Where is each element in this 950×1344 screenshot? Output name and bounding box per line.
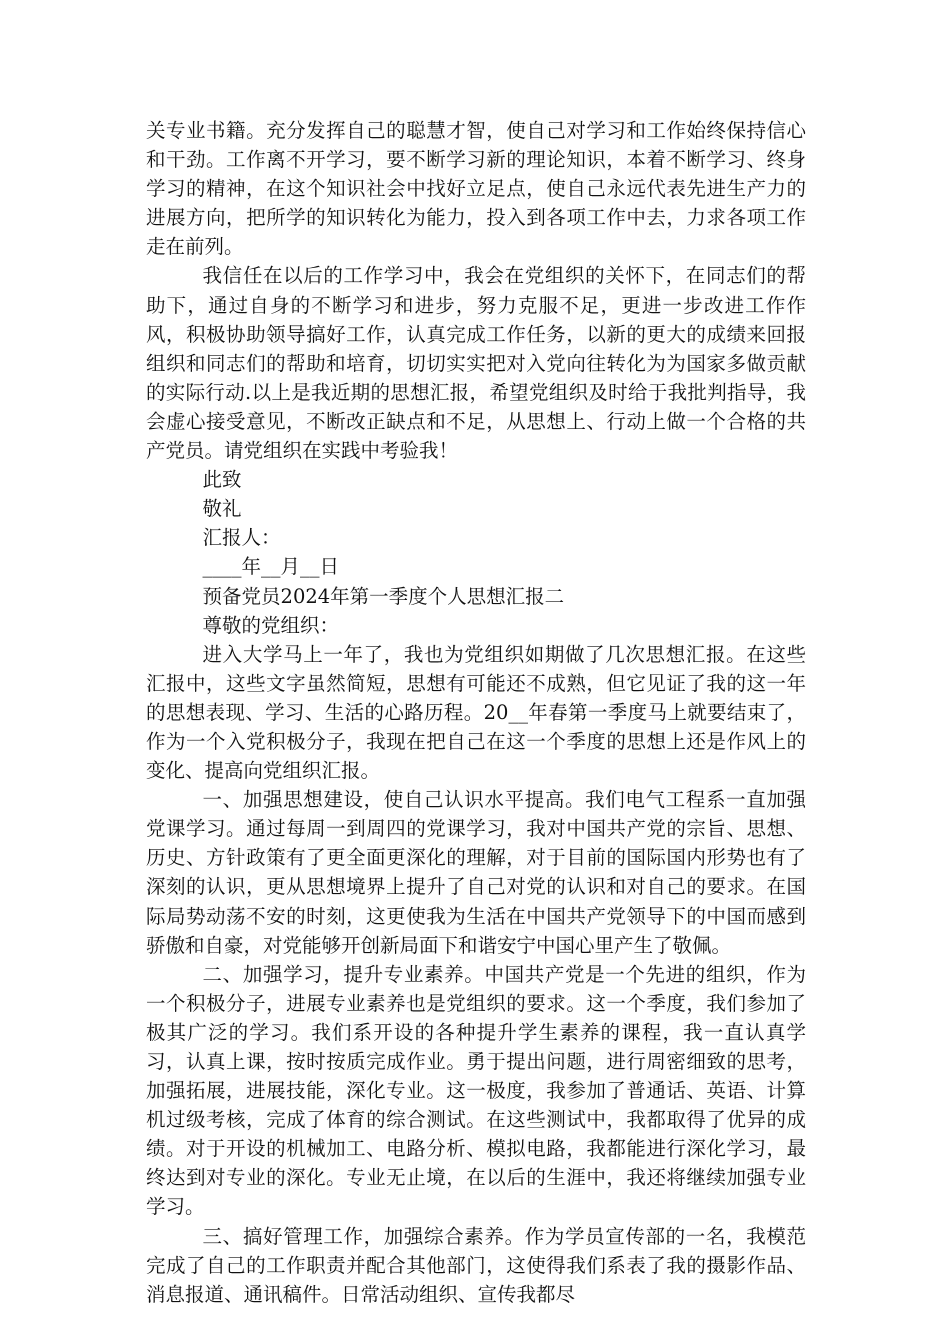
paragraph-point-three: 三、搞好管理工作，加强综合素养。作为学员宣传部的一名，我模范完成了自己的工作职责并配合其他部门，这使得我们系表了我的摄影作品、消息报道、通讯稿件。日常活动组织、宣传我都尽 [146, 1224, 806, 1306]
document-body [146, 116, 806, 1309]
salutation-cizhi: 此致 [202, 468, 242, 492]
section-title: 预备党员2024年第一季度个人思想汇报二 [202, 584, 565, 608]
salutation-jingli: 敬礼 [202, 497, 242, 521]
paragraph-closing-statement: 我信任在以后的工作学习中，我会在党组织的关怀下，在同志们的帮助下，通过自身的不断学习和进步，努力克服不足，更进一步改进工作作风，积极协助领导搞好工作，认真完成工作任务，以新的更大的成绩来回报组织和同志们的帮助和培育，切切实实把对入党向往转化为为国家多做贡献的实际行动.以上是我近期的思想汇报，希望党组织及时给于我批判指导，我会虚心接受意见，不断改正缺点和不足，从思想上、行动上做一个合格的共产党员。请党组织在实践中考验我！ [146, 264, 806, 463]
paragraph-continuation: 关专业书籍。充分发挥自己的聪慧才智，使自己对学习和工作始终保持信心和干劲。工作离不开学习，要不断学习新的理论知识，本着不断学习、终身学习的精神，在这个知识社会中找好立足点，使自己永远代表先进生产力的进展方向，把所学的知识转化为能力，投入到各项工作中去，力求各项工作走在前列。 [146, 119, 806, 259]
reporter-label: 汇报人： [202, 526, 281, 550]
paragraph-point-one: 一、加强思想建设，使自己认识水平提高。我们电气工程系一直加强党课学习。通过每周一到周四的党课学习，我对中国共产党的宗旨、思想、历史、方针政策有了更全面更深化的理解，对于目前的国际国内形势也有了深刻的认识，更从思想境界上提升了自己对党的认识和对自己的要求。在国际局势动荡不安的时刻，这更使我为生活在中国共产党领导下的中国而感到骄傲和自豪，对党能够开创新局面下和谐安宁中国心里产生了敬佩。 [146, 788, 806, 957]
paragraph-point-two: 二、加强学习，提升专业素养。中国共产党是一个先进的组织，作为一个积极分子，进展专业素养也是党组织的要求。这一个季度，我们参加了极其广泛的学习。我们系开设的各种提升学生素养的课程，我一直认真学习，认真上课，按时按质完成作业。勇于提出问题，进行周密细致的思考，加强拓展，进展技能，深化专业。这一极度，我参加了普通话、英语、计算机过级考核，完成了体育的综合测试。在这些测试中，我都取得了优异的成绩。对于开设的机械加工、电路分析、模拟电路，我都能进行深化学习，最终达到对专业的深化。专业无止境，在以后的生涯中，我还将继续加强专业学习。 [146, 962, 806, 1219]
greeting: 尊敬的党组织： [202, 613, 340, 637]
date-line: ____年__月__日 [202, 555, 340, 579]
paragraph-intro: 进入大学马上一年了，我也为党组织如期做了几次思想汇报。在这些汇报中，这些文字虽然简短，思想有可能还不成熟，但它见证了我的这一年的思想表现、学习、生活的心路历程。20__年春第一季度马上就要结束了，作为一个入党积极分子，我现在把自己在这一个季度的思想上还是作风上的变化、提高向党组织汇报。 [146, 642, 806, 783]
